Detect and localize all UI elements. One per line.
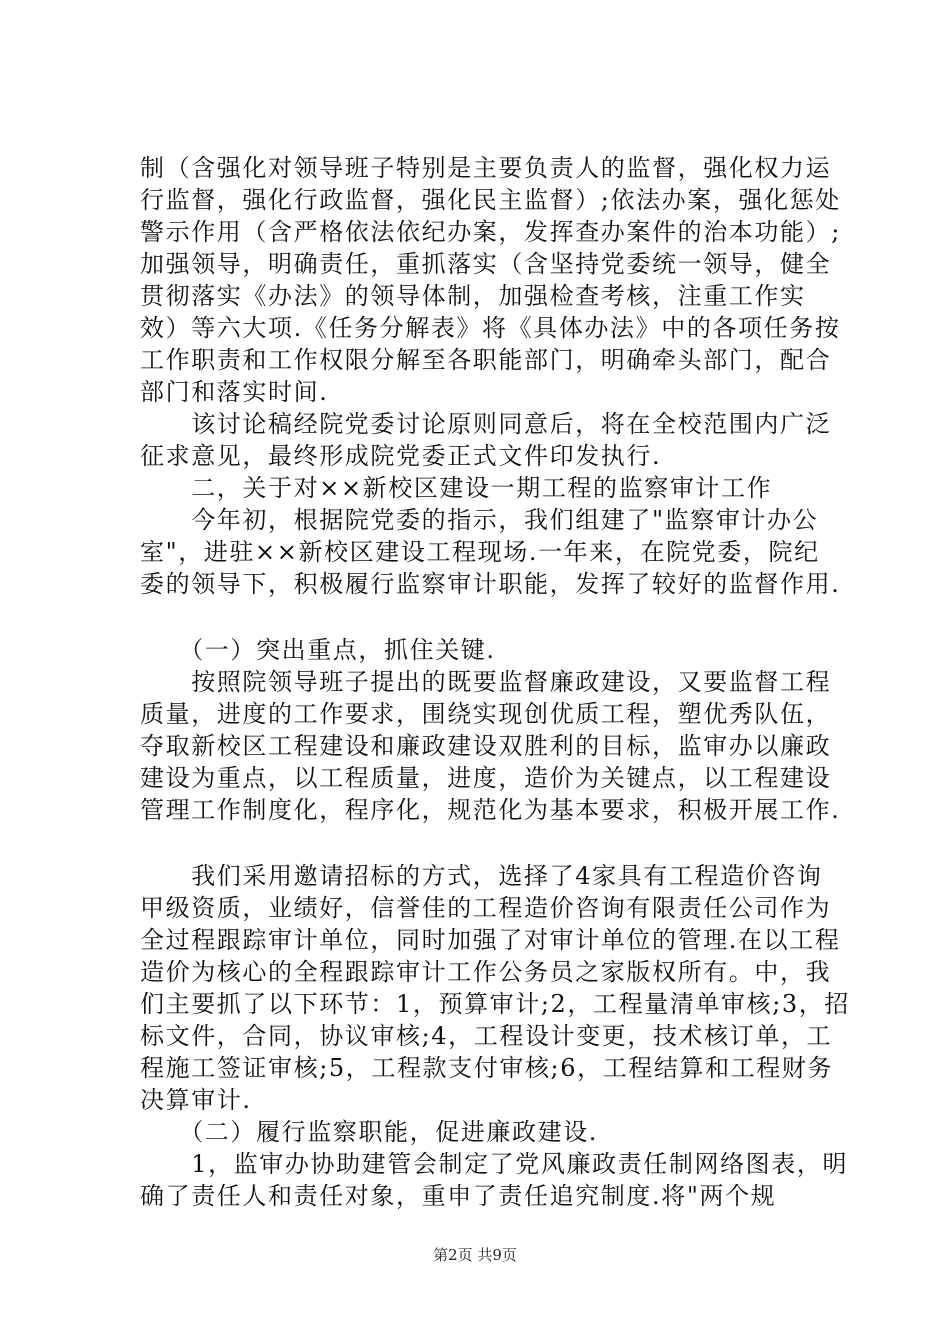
subsection-heading: （一）突出重点，抓住关键. <box>140 636 496 664</box>
subsection-heading: （二）履行监察职能，促进廉政建设. <box>140 1118 599 1146</box>
text-line: 甲级资质，业绩好，信誉佳的工程造价咨询有限责任公司作为 <box>140 894 832 922</box>
text-line: 室"，进驻××新校区建设工程现场.一年来，在院党委，院纪 <box>140 538 820 566</box>
text-line: 1，监审办协助建管会制定了党风廉政责任制网络图表，明 <box>140 1150 849 1178</box>
text-line: 管理工作制度化，程序化，规范化为基本要求，积极开展工作. <box>140 796 841 824</box>
text-line: 征求意见，最终形成院党委正式文件印发执行. <box>140 442 662 470</box>
text-line: 今年初，根据院党委的指示，我们组建了"监察审计办公 <box>140 506 819 534</box>
text-line: 委的领导下，积极履行监察审计职能，发挥了较好的监督作用. <box>140 570 841 598</box>
text-line: 确了责任人和责任对象，重申了责任追究制度.将"两个规 <box>140 1182 777 1210</box>
text-line: 按照院领导班子提出的既要监督廉政建设，又要监督工程 <box>140 668 832 696</box>
text-line: 警示作用（含严格依法依纪办案，发挥查办案件的治本功能）; <box>140 218 841 246</box>
text-line: 决算审计. <box>140 1086 252 1114</box>
paragraph-gap <box>140 600 840 634</box>
document-body <box>140 152 850 1212</box>
text-line: 造价为核心的全程跟踪审计工作公务员之家版权所有。中，我 <box>140 958 832 986</box>
paragraph-gap <box>140 826 840 860</box>
section-heading: 二，关于对××新校区建设一期工程的监察审计工作 <box>140 474 773 502</box>
text-line: 贯彻落实《办法》的领导体制，加强检查考核，注重工作实 <box>140 282 806 310</box>
text-line: 标文件，合同，协议审核;4，工程设计变更，技术核订单，工 <box>140 1022 833 1050</box>
text-line: 制（含强化对领导班子特别是主要负责人的监督，强化权力运 <box>140 154 832 182</box>
text-line: 全过程跟踪审计单位，同时加强了对审计单位的管理.在以工程 <box>140 926 841 954</box>
text-line: 加强领导，明确责任，重抓落实（含坚持党委统一领导，健全 <box>140 250 832 278</box>
text-line: 们主要抓了以下环节：1，预算审计;2，工程量清单审核;3，招 <box>140 990 850 1018</box>
text-line: 该讨论稿经院党委讨论原则同意后，将在全校范围内广泛 <box>140 410 832 438</box>
text-line: 行监督，强化行政监督，强化民主监督）;依法办案，强化惩处 <box>140 186 841 214</box>
page-footer: 第2页 共9页 <box>433 1246 517 1264</box>
text-line: 夺取新校区工程建设和廉政建设双胜利的目标，监审办以廉政 <box>140 732 832 760</box>
text-line: 建设为重点，以工程质量，进度，造价为关键点，以工程建设 <box>140 764 832 792</box>
text-line: 部门和落实时间. <box>140 378 329 406</box>
text-line: 程施工签证审核;5，工程款支付审核;6，工程结算和工程财务 <box>140 1054 834 1082</box>
text-line: 质量，进度的工作要求，围绕实现创优质工程，塑优秀队伍， <box>140 700 832 728</box>
text-line: 效）等六大项.《任务分解表》将《具体办法》中的各项任务按 <box>140 314 841 342</box>
text-line: 工作职责和工作权限分解至各职能部门，明确牵头部门，配合 <box>140 346 832 374</box>
text-line: 我们采用邀请招标的方式，选择了4家具有工程造价咨询 <box>140 862 823 890</box>
